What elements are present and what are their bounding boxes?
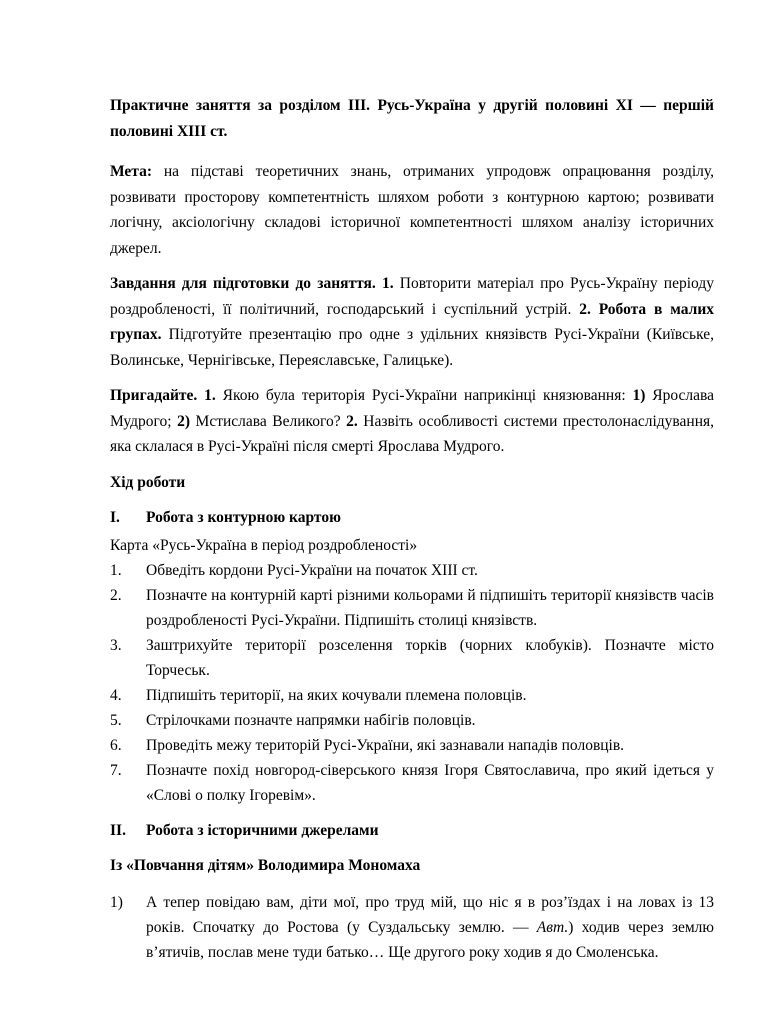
document-body [110,93,714,965]
goal-text: на підставі теоретичних знань, отриманих упродовж опрацювання розділу, розвивати просторову компетентність шляхом роботи з контурною картою; розвивати логічну, аксіологічну складові історичної компетентності шляхом аналізу історичних джерел. [110,163,714,257]
list-item-text: Заштрихуйте території розселення торків (чорних клобуків). Позначте місто Торчеськ. [146,636,714,679]
section-1-title: Робота з контурною картою [146,508,341,526]
recall-num-1: 1. [197,387,216,404]
list-item-text: Проведіть межу територій Русі-України, які зазнавали нападів половців. [146,736,625,754]
goal-label: Мета: [110,163,153,180]
source-heading: Із «Повчання дітям» Володимира Мономаха [110,856,421,874]
list-item-text: Підпишіть території, на яких кочували племена половців. [146,686,527,704]
list-item-number: 6. [110,736,122,754]
source-item-number: 1) [110,893,123,911]
source-text-part-2: ) ходив через землю в’ятичів, послав мене туди батько… Ще другого року ходив я до Смоленська. [146,918,714,961]
source-item-text [146,890,714,965]
tasks-text-2: Підготуйте презентацію про одне з удільних князівств Русі-України (Київське, Волинське, Чернігівське, Переяславське, Галицьке). [110,326,714,369]
recall-text-2: Ярослава Мудрого; [110,387,714,430]
progress-heading: Хід роботи [110,473,186,491]
list-item-number: 5. [110,711,122,729]
list-item-number: 2. [110,586,122,604]
recall-label: Пригадайте. [110,387,198,404]
source-text-part-1: А тепер повідаю вам, діти мої, про труд мій, що ніс я в роз’їздах і на ловах із 13 років. Спочатку до Ростова (у Суздальську землю. — [146,893,714,936]
section-2-title: Робота з історичними джерелами [146,821,379,839]
tasks-paragraph [110,271,714,373]
lesson-title: Практичне заняття за розділом ІІІ. Русь-Україна у другій половині ХІ — першій половині ХІІІ ст. [110,97,714,140]
recall-sub-1: 1) [625,387,646,404]
tasks-num-2: 2. Робота в малих групах. [110,300,715,343]
list-item [110,758,714,808]
list-item-number: 3. [110,636,122,654]
list-item-number: 7. [110,761,122,779]
recall-num-2: 2. [340,412,358,430]
list-item-number: 1. [110,561,122,579]
recall-text-4: Назвіть особливості системи престолонаслідування, яка склалася в Русі-Україні після смерті Ярослава Мудрого. [110,412,715,455]
tasks-num-1: 1. [375,275,394,292]
list-item [110,683,714,708]
source-item [110,890,714,965]
section-1-heading [110,505,714,530]
tasks-label: Завдання для підготовки до заняття. [110,275,376,292]
list-item [110,733,714,758]
goal-paragraph [110,159,714,261]
list-item [110,558,714,583]
list-item-text: Стрілочками позначте напрямки набігів половців. [146,711,476,729]
recall-paragraph [110,383,714,460]
list-item-text: Обведіть кордони Русі-України на початок ХІІІ ст. [146,561,478,579]
list-item-number: 4. [110,686,122,704]
recall-sub-2: 2) [171,412,191,430]
recall-text-1: Якою була територія Русі-України наприкінці князювання: [215,387,626,404]
map-caption: Карта «Русь-Україна в період роздробленості» [110,536,418,554]
map-task-list [110,558,714,808]
list-item-text: Позначте на контурній карті різними кольорами й підпишіть території князівств часів роздробленості Русі-України. Підпишіть столиці князівств. [146,586,714,629]
list-item-text: Позначте похід новгород-сіверського князя Ігоря Святославича, про який ідеться у «Слові о полку Ігоревім». [146,761,714,804]
tasks-text-1: Повторити матеріал про Русь-Україну періоду роздробленості, її політичний, господарський і суспільний устрій. [110,275,714,318]
list-item [110,583,714,633]
section-2-heading [110,818,714,843]
list-item [110,708,714,733]
section-2-number: ІІ. [110,821,126,839]
section-1-number: І. [110,508,120,526]
recall-text-3: Мстислава Великого? [190,412,341,430]
source-text-italic: Авт. [536,918,569,936]
list-item [110,633,714,683]
